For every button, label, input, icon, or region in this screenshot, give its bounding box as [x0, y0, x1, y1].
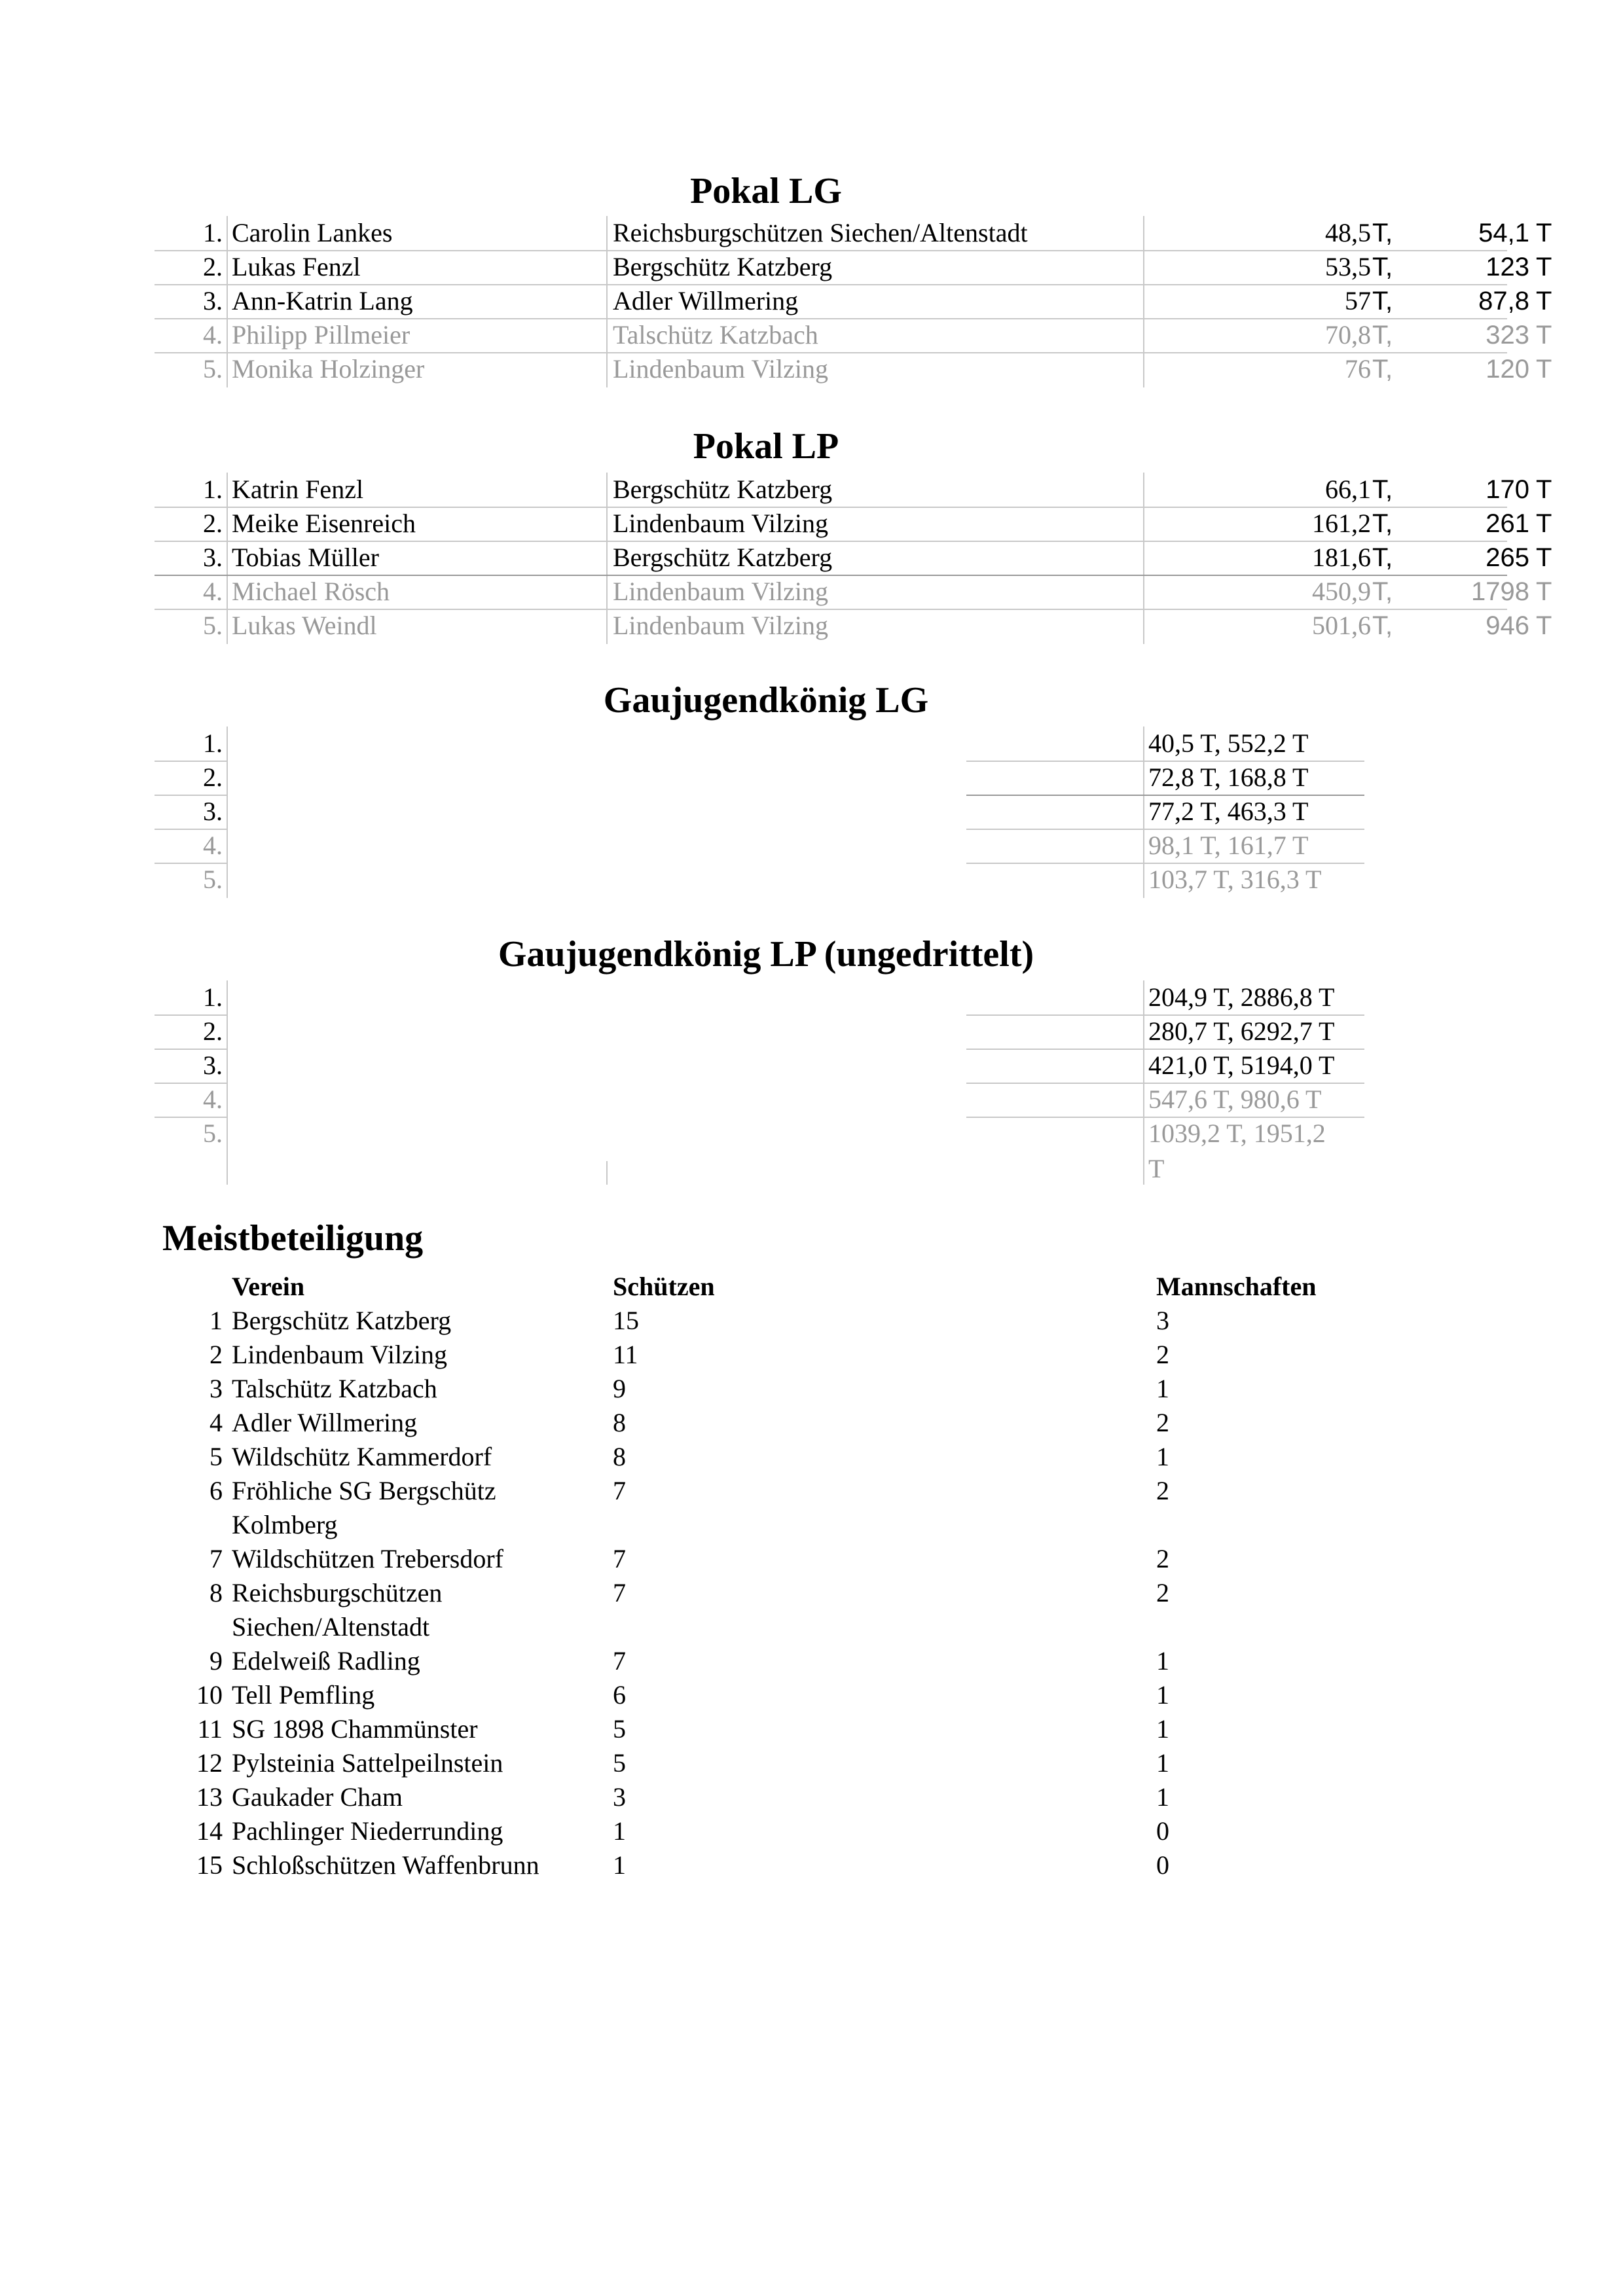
rank: 4 [210, 1408, 223, 1437]
rank: 4. [203, 831, 223, 860]
section-title-pokal-lp: Pokal LP [693, 426, 839, 467]
club-name: Bergschütz Katzberg [613, 475, 833, 504]
table-row [155, 1406, 1464, 1440]
score: 57 [1345, 286, 1371, 315]
team-count: 2 [1156, 1340, 1169, 1369]
table-row [155, 1049, 1516, 1083]
shooter-count: 8 [613, 1442, 626, 1471]
table-row [155, 1117, 1516, 1151]
rank: 4. [203, 320, 223, 350]
club-name: Wildschützen Trebersdorf [232, 1544, 503, 1573]
club-name: Talschütz Katzbach [613, 320, 818, 350]
table-row [155, 863, 1516, 897]
rank: 3. [203, 797, 223, 826]
rank: 2. [203, 252, 223, 281]
shooter-count: 5 [613, 1714, 626, 1744]
club-name: Adler Willmering [232, 1408, 418, 1437]
table-row [155, 761, 1516, 795]
club-name: Edelweiß Radling [232, 1646, 420, 1676]
shooter-count: 5 [613, 1748, 626, 1778]
team-count: 0 [1156, 1816, 1169, 1846]
table-row [155, 507, 1552, 541]
rank: 3. [203, 1050, 223, 1080]
club-name: Bergschütz Katzberg [613, 543, 833, 572]
rank: 13 [196, 1782, 223, 1812]
team-count: 1 [1156, 1374, 1169, 1403]
teiler-unit: T [1536, 577, 1552, 606]
teiler-unit: T [1536, 611, 1552, 640]
rank: 8 [210, 1578, 223, 1607]
teiler-unit: T, [1372, 287, 1393, 315]
rank: 6 [210, 1476, 223, 1505]
table-row [155, 1304, 1464, 1338]
club-name: Wildschütz Kammerdorf [232, 1442, 492, 1471]
shooter-name: Lukas Fenzl [232, 252, 361, 281]
table-row [155, 1440, 1464, 1474]
team-count: 3 [1156, 1306, 1169, 1335]
rank: 10 [196, 1680, 223, 1710]
club-name: Gaukader Cham [232, 1782, 403, 1812]
score: 181,6 [1312, 543, 1371, 572]
team-count: 2 [1156, 1408, 1169, 1437]
shooter-name: Katrin Fenzl [232, 475, 364, 504]
score: 53,5 [1325, 252, 1371, 281]
teiler-unit: T [1536, 543, 1552, 572]
result: 280,7 T, 6292,7 T [1148, 1016, 1335, 1046]
shooter-count: 7 [613, 1646, 626, 1676]
table-row [155, 1780, 1464, 1814]
shooter-name: Meike Eisenreich [232, 509, 416, 538]
column-header-shooters: Schützen [613, 1272, 715, 1301]
score: 161,2 [1312, 509, 1371, 538]
club-name-continuation: Kolmberg [232, 1510, 338, 1539]
table-row [155, 1542, 1464, 1576]
teiler-value: 946 [1486, 611, 1529, 640]
score: 70,8 [1325, 320, 1371, 350]
section-title-meistbeteiligung: Meistbeteiligung [162, 1218, 424, 1259]
shooter-name: Monika Holzinger [232, 354, 425, 384]
team-count: 1 [1156, 1748, 1169, 1778]
table-row [155, 541, 1552, 575]
teiler-unit: T, [1372, 611, 1393, 640]
result: 103,7 T, 316,3 T [1148, 865, 1322, 894]
table-row [155, 250, 1552, 284]
club-name-continuation: Siechen/Altenstadt [232, 1612, 430, 1641]
club-name: Lindenbaum Vilzing [613, 354, 829, 384]
score: 76 [1345, 354, 1371, 384]
shooter-count: 7 [613, 1476, 626, 1505]
table-row [155, 216, 1552, 250]
shooter-count: 3 [613, 1782, 626, 1812]
table-header [155, 1270, 1464, 1304]
section-title-pokal-lg: Pokal LG [690, 171, 842, 211]
rank: 9 [210, 1646, 223, 1676]
score: 501,6 [1312, 611, 1371, 640]
team-count: 2 [1156, 1476, 1169, 1505]
score: 48,5 [1325, 218, 1371, 247]
rank: 12 [196, 1748, 223, 1778]
table-row [155, 1474, 1464, 1508]
teiler-unit: T [1536, 321, 1552, 350]
teiler-unit: T, [1372, 543, 1393, 572]
club-name: Pylsteinia Sattelpeilnstein [232, 1748, 503, 1778]
rank: 3. [203, 286, 223, 315]
score: 450,9 [1312, 577, 1371, 606]
rank: 2. [203, 509, 223, 538]
teiler-unit: T, [1372, 219, 1393, 247]
table-row [155, 284, 1552, 318]
teiler-unit: T, [1372, 509, 1393, 538]
table-row [155, 1814, 1464, 1848]
table-row [155, 1083, 1516, 1117]
shooter-name: Tobias Müller [232, 543, 379, 572]
rank: 4. [203, 1085, 223, 1114]
teiler-value: 120 [1486, 355, 1529, 384]
shooter-name: Philipp Pillmeier [232, 320, 410, 350]
club-name: Lindenbaum Vilzing [613, 509, 829, 538]
table-row-continuation [155, 1152, 1516, 1186]
shooter-name: Carolin Lankes [232, 218, 393, 247]
shooter-count: 9 [613, 1374, 626, 1403]
club-name: Schloßschützen Waffenbrunn [232, 1850, 539, 1880]
table-row-continuation [155, 1508, 1464, 1542]
rank: 1. [203, 475, 223, 504]
shooter-count: 11 [613, 1340, 638, 1369]
teiler-unit: T [1536, 475, 1552, 504]
club-name: Lindenbaum Vilzing [613, 611, 829, 640]
table-row [155, 1338, 1464, 1372]
rank: 5. [203, 354, 223, 384]
rank: 14 [196, 1816, 223, 1846]
shooter-count: 8 [613, 1408, 626, 1437]
club-name: Lindenbaum Vilzing [613, 577, 829, 606]
rank: 5. [203, 611, 223, 640]
table-row [155, 1372, 1464, 1406]
table-row [155, 726, 1516, 761]
teiler-unit: T, [1372, 355, 1393, 384]
club-name: Talschütz Katzbach [232, 1374, 437, 1403]
result: 77,2 T, 463,3 T [1148, 797, 1309, 826]
teiler-unit: T [1536, 219, 1552, 247]
rank: 5 [210, 1442, 223, 1471]
shooter-count: 7 [613, 1578, 626, 1607]
column-header-teams: Mannschaften [1156, 1272, 1317, 1301]
table-row [155, 795, 1516, 829]
club-name: Bergschütz Katzberg [613, 252, 833, 281]
result-continuation: T [1148, 1154, 1165, 1183]
teiler-unit: T, [1372, 253, 1393, 281]
team-count: 1 [1156, 1646, 1169, 1676]
teiler-value: 261 [1486, 509, 1529, 538]
rank: 1 [210, 1306, 223, 1335]
club-name: Pachlinger Niederrunding [232, 1816, 503, 1846]
section-title-gaujugendkoenig-lp: Gaujugendkönig LP (ungedrittelt) [498, 934, 1034, 975]
teiler-unit: T [1536, 287, 1552, 315]
shooter-count: 7 [613, 1544, 626, 1573]
teiler-unit: T, [1372, 475, 1393, 504]
rank: 5. [203, 1119, 223, 1148]
table-row [155, 575, 1552, 609]
table-row [155, 980, 1516, 1014]
teiler-value: 123 [1486, 253, 1529, 281]
result: 40,5 T, 552,2 T [1148, 728, 1309, 758]
table-row [155, 1746, 1464, 1780]
table-row [155, 1014, 1516, 1049]
score: 66,1 [1325, 475, 1371, 504]
column-header-club: Verein [232, 1272, 305, 1301]
teiler-unit: T, [1372, 321, 1393, 350]
team-count: 1 [1156, 1714, 1169, 1744]
rank: 1. [203, 728, 223, 758]
teiler-unit: T, [1372, 577, 1393, 606]
club-name: Adler Willmering [613, 286, 799, 315]
rank: 7 [210, 1544, 223, 1573]
teiler-value: 87,8 [1478, 287, 1529, 315]
rank: 2. [203, 762, 223, 792]
result: 72,8 T, 168,8 T [1148, 762, 1309, 792]
rank: 11 [197, 1714, 223, 1744]
table-row [155, 1848, 1464, 1882]
rank: 3 [210, 1374, 223, 1403]
shooter-name: Michael Rösch [232, 577, 390, 606]
teiler-value: 265 [1486, 543, 1529, 572]
table-row [155, 318, 1552, 352]
teiler-unit: T [1536, 509, 1552, 538]
rank: 1. [203, 218, 223, 247]
club-name: Reichsburgschützen Siechen/Altenstadt [613, 218, 1028, 247]
table-row [155, 352, 1552, 386]
team-count: 1 [1156, 1442, 1169, 1471]
team-count: 1 [1156, 1680, 1169, 1710]
table-row [155, 1678, 1464, 1712]
club-name: Tell Pemfling [232, 1680, 375, 1710]
table-row [155, 473, 1552, 507]
teiler-unit: T [1536, 253, 1552, 281]
team-count: 0 [1156, 1850, 1169, 1880]
result: 98,1 T, 161,7 T [1148, 831, 1309, 860]
club-name: Reichsburgschützen [232, 1578, 443, 1607]
rank: 15 [196, 1850, 223, 1880]
rank: 1. [203, 982, 223, 1012]
table-row [155, 1712, 1464, 1746]
table-row-continuation [155, 1610, 1464, 1644]
teiler-value: 323 [1486, 321, 1529, 350]
shooter-count: 1 [613, 1850, 626, 1880]
rank: 2. [203, 1016, 223, 1046]
shooter-count: 6 [613, 1680, 626, 1710]
result: 1039,2 T, 1951,2 [1148, 1119, 1326, 1148]
rank: 4. [203, 577, 223, 606]
shooter-name: Lukas Weindl [232, 611, 377, 640]
teiler-unit: T [1536, 355, 1552, 384]
team-count: 2 [1156, 1544, 1169, 1573]
rank: 5. [203, 865, 223, 894]
shooter-count: 15 [613, 1306, 639, 1335]
teiler-value: 54,1 [1478, 219, 1529, 247]
result: 204,9 T, 2886,8 T [1148, 982, 1335, 1012]
shooter-count: 1 [613, 1816, 626, 1846]
result: 547,6 T, 980,6 T [1148, 1085, 1322, 1114]
table-row [155, 609, 1552, 643]
table-row [155, 829, 1516, 863]
club-name: Lindenbaum Vilzing [232, 1340, 448, 1369]
section-title-gaujugendkoenig-lg: Gaujugendkönig LG [603, 680, 929, 721]
team-count: 1 [1156, 1782, 1169, 1812]
table-row [155, 1576, 1464, 1610]
rank: 3. [203, 543, 223, 572]
club-name: Fröhliche SG Bergschütz [232, 1476, 496, 1505]
rank: 2 [210, 1340, 223, 1369]
team-count: 2 [1156, 1578, 1169, 1607]
shooter-name: Ann-Katrin Lang [232, 286, 413, 315]
table-row [155, 1644, 1464, 1678]
club-name: Bergschütz Katzberg [232, 1306, 452, 1335]
teiler-value: 170 [1486, 475, 1529, 504]
teiler-value: 1798 [1471, 577, 1529, 606]
club-name: SG 1898 Chammünster [232, 1714, 478, 1744]
result: 421,0 T, 5194,0 T [1148, 1050, 1335, 1080]
